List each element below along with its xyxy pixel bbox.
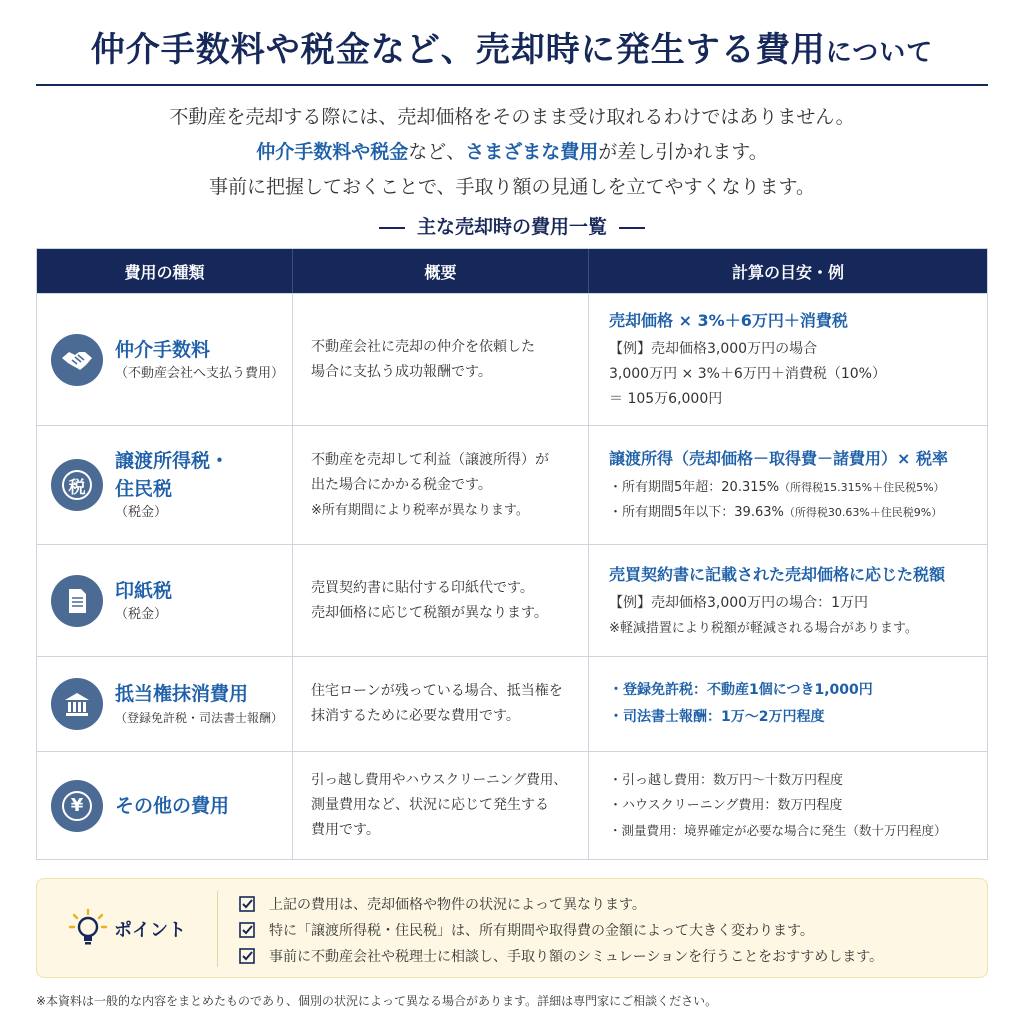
table-row xyxy=(37,425,987,544)
cost-sub: （税金） xyxy=(115,606,168,622)
intro-line-3: 事前に把握しておくことで、手取り額の見通しを立てやすくなります。 xyxy=(208,176,816,198)
cost-calc: ・登録免許税：不動産1個につき1,000円 ・司法書士報酬：1万～2万円程度 xyxy=(609,682,873,725)
header-summary: 概要 xyxy=(293,249,589,293)
footnote: ※本資料は一般的な内容をまとめたものであり、個別の状況によって異なる場合があります。詳細は専門家にご相談ください。 xyxy=(36,994,718,1008)
header-type: 費用の種類 xyxy=(37,249,293,293)
section-heading: 主な売却時の費用一覧 xyxy=(0,212,1024,239)
checkbox-checked-icon xyxy=(239,948,255,964)
handshake-icon xyxy=(51,334,103,386)
point-label: ポイント xyxy=(114,920,186,941)
cost-sub: （税金） xyxy=(115,505,168,520)
yen-icon: ¥ xyxy=(51,780,103,832)
cost-calc: 売買契約書に記載された売却価格に応じた税額 【例】売却価格3,000万円の場合：1万円 ※軽減措置により税額が軽減される場合があります。 xyxy=(609,564,946,636)
cost-name: 譲渡所得税・ xyxy=(115,450,230,472)
list-item: 事前に不動産会社や税理士に相談し、手取り額のシミュレーションを行うことをおすすめします。 xyxy=(239,943,883,969)
cost-desc: 売買契約書に貼付する印紙代です。 売却価格に応じて税額が異なります。 xyxy=(293,545,589,656)
cost-calc: 売却価格 × 3%＋6万円＋消費税 【例】売却価格3,000万円の場合 3,000万円 × 3%＋6万円＋消費税（10%） ＝ 105万6,000円 xyxy=(609,311,886,407)
checkbox-checked-icon xyxy=(239,896,255,912)
cost-name: 仲介手数料 xyxy=(115,338,211,361)
table-row xyxy=(37,751,987,859)
cost-name: その他の費用 xyxy=(115,794,230,817)
tax-icon: 税 xyxy=(51,459,103,511)
page-title: 仲介手数料や税金など、売却時に発生する費用について xyxy=(90,30,934,70)
intro-line-2: 仲介手数料や税金など、さまざまな費用が差し引かれます。 xyxy=(256,141,768,163)
intro-line-1: 不動産を売却する際には、売却価格をそのまま受け取れるわけではありません。 xyxy=(169,106,855,128)
point-box xyxy=(36,878,988,978)
list-item: 上記の費用は、売却価格や物件の状況によって異なります。 xyxy=(239,891,883,917)
table-row xyxy=(37,293,987,425)
intro-text xyxy=(0,100,1024,205)
checkbox-checked-icon xyxy=(239,922,255,938)
cost-desc: 不動産を売却して利益（譲渡所得）が 出た場合にかかる税金です。 ※所有期間により税率が異なります。 xyxy=(293,426,589,544)
cost-calc: ・引っ越し費用：数万円～十数万円程度 ・ハウスクリーニング費用：数万円程度 ・測量費用：境界確定が必要な場合に発生（数十万円程度） xyxy=(609,773,947,838)
cost-desc: 住宅ローンが残っている場合、抵当権を 抹消するために必要な費用です。 xyxy=(293,657,589,751)
bank-icon xyxy=(51,678,103,730)
table-row xyxy=(37,656,987,751)
list-item: 特に「譲渡所得税・住民税」は、所有期間や取得費の金額によって大きく変わります。 xyxy=(239,917,883,943)
header-calc: 計算の目安・例 xyxy=(731,262,844,282)
cost-calc: 譲渡所得（売却価格－取得費－諸費用）× 税率 ・所有期間5年超：20.315%（所得税15.315%＋住民税5%） ・所有期間5年以下：39.63%（所得税30.63%＋住民税9%） xyxy=(609,449,948,520)
cost-sub: （登録免許税・司法書士報酬） xyxy=(115,711,284,725)
cost-desc: 不動産会社に売却の仲介を依頼した 場合に支払う成功報酬です。 xyxy=(293,294,589,425)
cost-name-line-2: 住民税 xyxy=(115,478,173,500)
title-divider xyxy=(36,84,988,86)
cost-sub: （不動産会社へ支払う費用） xyxy=(115,365,285,381)
cost-table xyxy=(36,248,988,860)
point-list xyxy=(239,891,883,969)
lightbulb-icon xyxy=(68,907,108,951)
cost-name: 抵当権抹消費用 xyxy=(115,683,249,705)
table-row xyxy=(37,544,987,656)
table-header xyxy=(37,249,987,293)
document-icon xyxy=(51,575,103,627)
cost-desc: 引っ越し費用やハウスクリーニング費用、 測量費用など、状況に応じて発生する 費用です。 xyxy=(293,752,589,859)
cost-name: 印紙税 xyxy=(115,579,173,602)
